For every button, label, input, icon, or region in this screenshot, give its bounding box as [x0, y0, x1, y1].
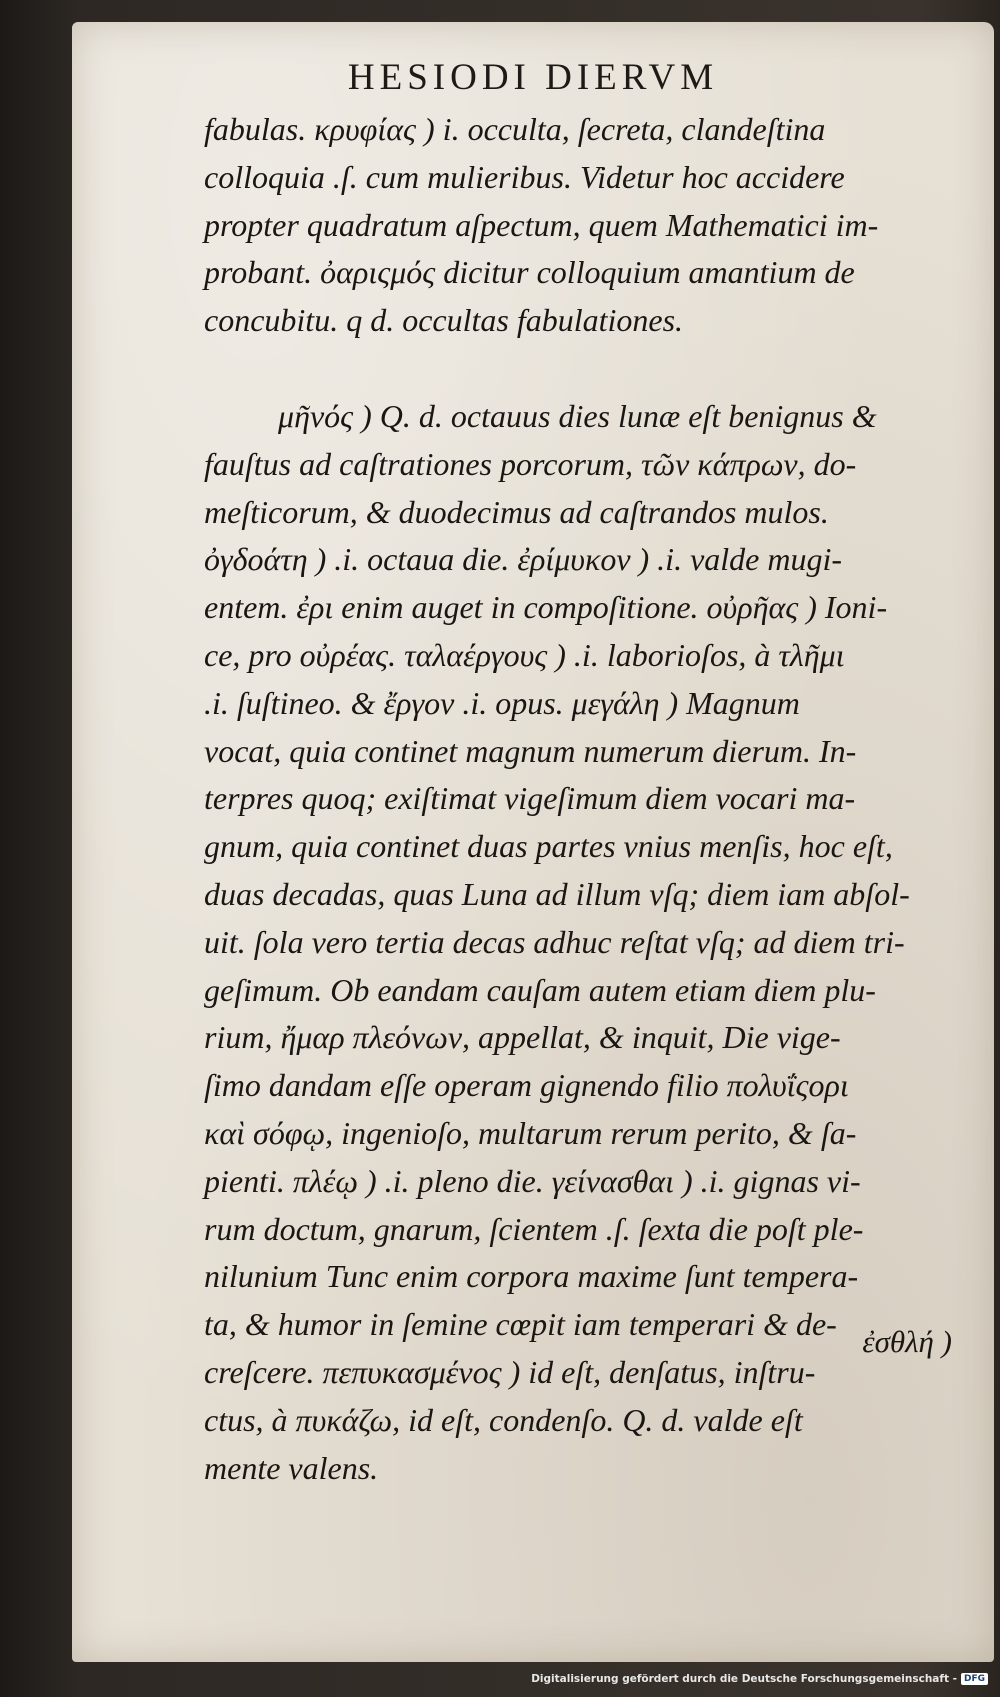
text-line: fauſtus ad caſtrationes porcorum, τῶν κάπρων, do-	[204, 445, 857, 482]
text-line: colloquia .ſ. cum mulieribus. Videtur hoc accidere	[204, 158, 845, 195]
text-line: meſticorum, & duodecimus ad caſtrandos mulos.	[204, 493, 829, 530]
text-line: ce, pro οὐρέας. ταλαέργους ) .i. laborioſos, à τλῆμι	[204, 636, 845, 673]
paragraph-1	[204, 106, 1000, 345]
text-line: mente valens.	[204, 1449, 379, 1486]
text-line: duas decadas, quas Luna ad illum vſq; diem iam abſol-	[204, 875, 910, 912]
text-line: vocat, quia continet magnum numerum dierum. In-	[204, 732, 857, 769]
text-line: .i. ſuſtineo. & ἔργον .i. opus. μεγάλη ) Magnum	[204, 684, 800, 721]
text-line: ta, & humor in ſemine cœpit iam temperari & de-	[204, 1306, 837, 1343]
text-line: geſimum. Ob eandam cauſam autem etiam diem plu-	[204, 971, 876, 1008]
digitization-footer	[531, 1669, 988, 1689]
book-page	[72, 22, 994, 1662]
footer-credit: Digitalisierung gefördert durch die Deutsche Forschungsgemeinschaft -	[531, 1673, 957, 1685]
text-line: entem. ἐρι enim auget in compoſitione. οὐρῆας ) Ioni-	[204, 589, 888, 626]
text-line: ὀγδοάτη ) .i. octaua die. ἐρίμυκον ) .i. valde mugi-	[204, 541, 843, 578]
text-line: terpres quoq; exiſtimat vigeſimum diem vocari ma-	[204, 780, 856, 817]
text-line: gnum, quia continet duas partes vnius menſis, hoc eſt,	[204, 828, 893, 865]
text-line: ſimo dandam eſſe operam gignendo filio πολυΐςορι	[204, 1067, 849, 1104]
running-title: HESIODI DIERVM	[347, 57, 719, 98]
text-line: creſcere. πεπυκασμένος ) id eſt, denſatus, inſtru-	[204, 1353, 816, 1390]
text-line: propter quadratum aſpectum, quem Mathematici im-	[204, 206, 879, 243]
text-line: rium, ἤμαρ πλεόνων, appellat, & inquit, Die vige-	[204, 1019, 841, 1056]
text-line: nilunium Tunc enim corpora maxime ſunt tempera-	[204, 1258, 859, 1295]
text-line: μῆνός ) Q. d. octauus dies lunæ eſt benignus &	[278, 397, 877, 434]
text-line: probant. ὀαριςμός dicitur colloquium amantium de	[204, 254, 855, 291]
text-block	[204, 106, 1000, 1492]
text-line: ctus, à πυκάζω, id eſt, condenſo. Q. d. valde eſt	[204, 1401, 803, 1438]
text-line: rum doctum, gnarum, ſcientem .ſ. ſexta die poſt ple-	[204, 1210, 864, 1247]
catchword: ἐσθλή )	[862, 1324, 952, 1359]
dfg-logo-icon: DFG	[961, 1673, 988, 1685]
text-line: concubitu. q d. occultas fabulationes.	[204, 302, 684, 339]
text-line: καὶ σόφῳ, ingenioſo, multarum rerum perito, & ſa-	[204, 1114, 857, 1151]
text-line: pienti. πλέῳ ) .i. pleno die. γείνασθαι ) .i. gignas vi-	[204, 1162, 861, 1199]
paragraph-gap	[204, 345, 1000, 393]
text-line: uit. ſola vero tertia decas adhuc reſtat vſq; ad diem tri-	[204, 923, 905, 960]
text-line: fabulas. κρυφίας ) i. occulta, ſecreta, clandeſtina	[204, 111, 826, 147]
